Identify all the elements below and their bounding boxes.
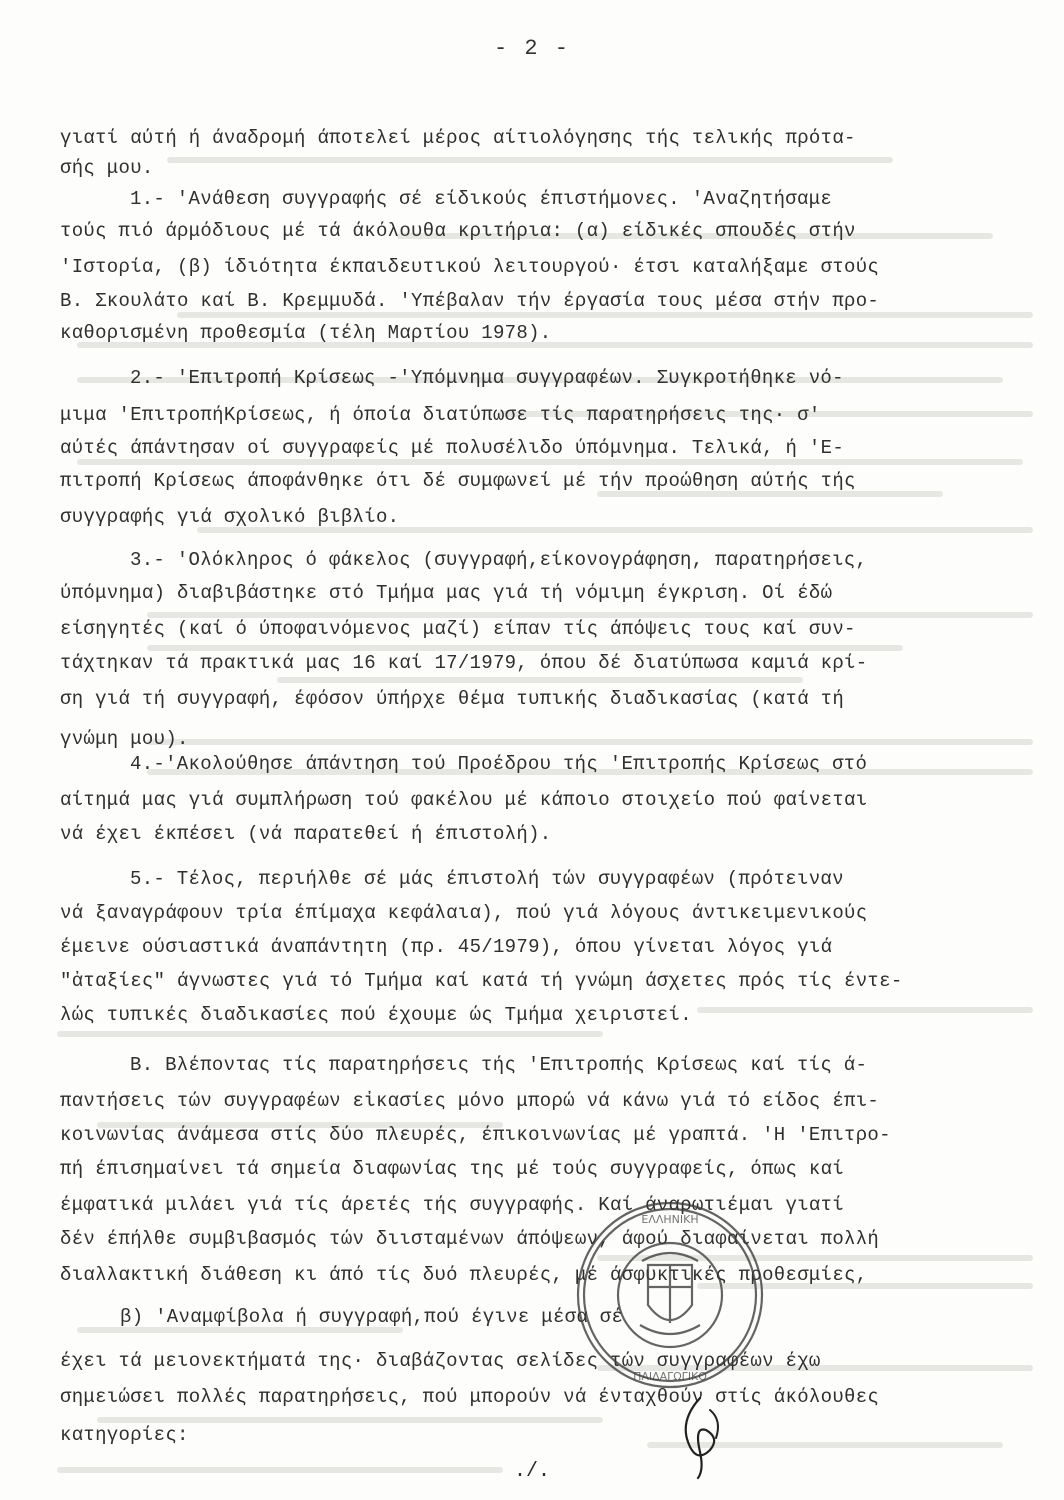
text-line: 3.- 'Ολόκληρος ό φάκελος (συγγραφή,είκονογράφηση, παρατηρήσεις,: [130, 549, 868, 571]
text-line: δέν έπήλθε συμβιβασμός τών διισταμένων άπόψεων, άφού διαφαίνεται πολλή: [60, 1228, 880, 1250]
official-seal-stamp: [570, 1195, 770, 1395]
text-line: αύτές άπάντησαν οί συγγραφείς μέ πολυσέλιδο ύπόμνημα. Τελικά, ή 'Ε-: [60, 437, 845, 459]
text-line: γνώμη μου).: [60, 728, 189, 750]
text-line: νά έχει έκπέσει (νά παρατεθεί ή έπιστολή).: [60, 823, 552, 845]
text-line: Β. Βλέποντας τίς παρατηρήσεις τής 'Επιτροπής Κρίσεως καί τίς ά-: [130, 1054, 868, 1076]
page-continuation-mark: ./.: [513, 1460, 550, 1483]
text-line: έμεινε ούσιαστικά άναπάντητη (πρ. 45/1979), όπου γίνεται λόγος γιά: [60, 936, 833, 958]
text-line: 4.-'Ακολούθησε άπάντηση τού Προέδρου τής 'Επιτροπής Κρίσεως στό: [130, 753, 868, 775]
text-line: παντήσεις τών συγγραφέων εἰκασίες μόνο μπορώ νά κάνω γιά τό είδος έπι-: [60, 1090, 880, 1112]
text-line: τούς πιό άρμόδιους μέ τά άκόλουθα κριτήρια: (α) είδικές σπουδές στήν: [60, 220, 856, 242]
text-line: πή έπισημαίνει τά σημεία διαφωνίας της μέ τούς συγγραφείς, όπως καί: [60, 1158, 845, 1180]
text-line: αίτημά μας γιά συμπλήρωση τού φακέλου μέ κάποιο στοιχείο πού φαίνεται: [60, 789, 868, 811]
text-line: διαλλακτική διάθεση κι άπό τίς δυό πλευρές, μέ άσφυκτικές προθεσμίες,: [60, 1264, 868, 1286]
text-line: ση γιά τή συγγραφή, έφόσον ύπήρχε θέμα τυπικής διαδικασίας (κατά τή: [60, 688, 845, 710]
text-line: κοινωνίας άνάμεσα στίς δύο πλευρές, έπικοινωνίας μέ γραπτά. 'Η 'Επιτρο-: [60, 1124, 891, 1146]
svg-text:ΠΑΙΔΑΓΩΓΙΚΟ: ΠΑΙΔΑΓΩΓΙΚΟ: [633, 1370, 707, 1383]
text-line: 'Ιστορία, (β) ίδιότητα έκπαιδευτικού λειτουργού· έτσι καταλήξαμε στούς: [60, 256, 880, 278]
text-line: 1.- 'Ανάθεση συγγραφής σέ είδικούς έπιστήμονες. 'Αναζητήσαμε: [130, 188, 833, 210]
text-line: πιτροπή Κρίσεως άποφάνθηκε ότι δέ συμφωνεί μέ τήν προώθηση αύτής τής: [60, 470, 856, 492]
text-line: είσηγητές (καί ό ύποφαινόμενος μαζί) είπαν τίς άπόψεις τους καί συν-: [60, 618, 856, 640]
text-line: "ἀταξίες" άγνωστες γιά τό Τμήμα καί κατά τή γνώμη άσχετες πρός τίς έντε-: [60, 970, 903, 992]
text-line: έμφατικά μιλάει γιά τίς άρετές τής συγγραφής. Καί άναρωτιέμαι γιατί: [60, 1194, 845, 1216]
text-line: κατηγορίες:: [60, 1424, 189, 1446]
text-line: 5.- Τέλος, περιήλθε σέ μάς έπιστολή τών συγγραφέων (πρότειναν: [130, 868, 844, 890]
text-line: σής μου.: [60, 157, 154, 179]
text-line: τάχτηκαν τά πρακτικά μας 16 καί 17/1979, όπου δέ διατύπωσα καμιά κρί-: [60, 652, 868, 674]
svg-text:ΕΛΛΗΝΙΚΗ: ΕΛΛΗΝΙΚΗ: [641, 1213, 699, 1226]
text-line: β) 'Αναμφίβολα ή συγγραφή,πού έγινε μέσα σέ: [120, 1306, 624, 1328]
text-line: ύπόμνημα) διαβιβάστηκε στό Τμήμα μας γιά τή νόμιμη έγκριση. Οί έδώ: [60, 582, 833, 604]
page-number: - 2 -: [493, 36, 570, 61]
text-line: μιμα 'ΕπιτροπήΚρίσεως, ή όποία διατύπωσε τίς παρατηρήσεις της· σ': [60, 404, 821, 426]
text-line: γιατί αύτή ή άναδρομή άποτελεί μέρος αίτιολόγησης τής τελικής πρότα-: [60, 127, 856, 149]
text-line: 2.- 'Επιτροπή Κρίσεως -'Υπόμνημα συγγραφέων. Συγκροτήθηκε νό-: [130, 367, 844, 389]
text-line: έχει τά μειονεκτήματά της· διαβάζοντας σελίδες τών συγγραφέων έχω: [60, 1350, 821, 1372]
text-line: λώς τυπικές διαδικασίες πού έχουμε ώς Τμήμα χειριστεί.: [60, 1004, 692, 1026]
text-line: καθορισμένη προθεσμία (τέλη Μαρτίου 1978).: [60, 322, 552, 344]
text-line: Β. Σκουλάτο καί Β. Κρεμμυδά. 'Υπέβαλαν τήν έργασία τους μέσα στήν προ-: [60, 290, 880, 312]
text-line: νά ξαναγράφουν τρία έπίμαχα κεφάλαια), πού γιά λόγους άντικειμενικούς: [60, 902, 868, 924]
text-line: σημειώσει πολλές παρατηρήσεις, πού μπορούν νά ένταχθούν στίς άκόλουθες: [60, 1386, 880, 1408]
text-line: συγγραφής γιά σχολικό βιβλίο.: [60, 506, 400, 528]
